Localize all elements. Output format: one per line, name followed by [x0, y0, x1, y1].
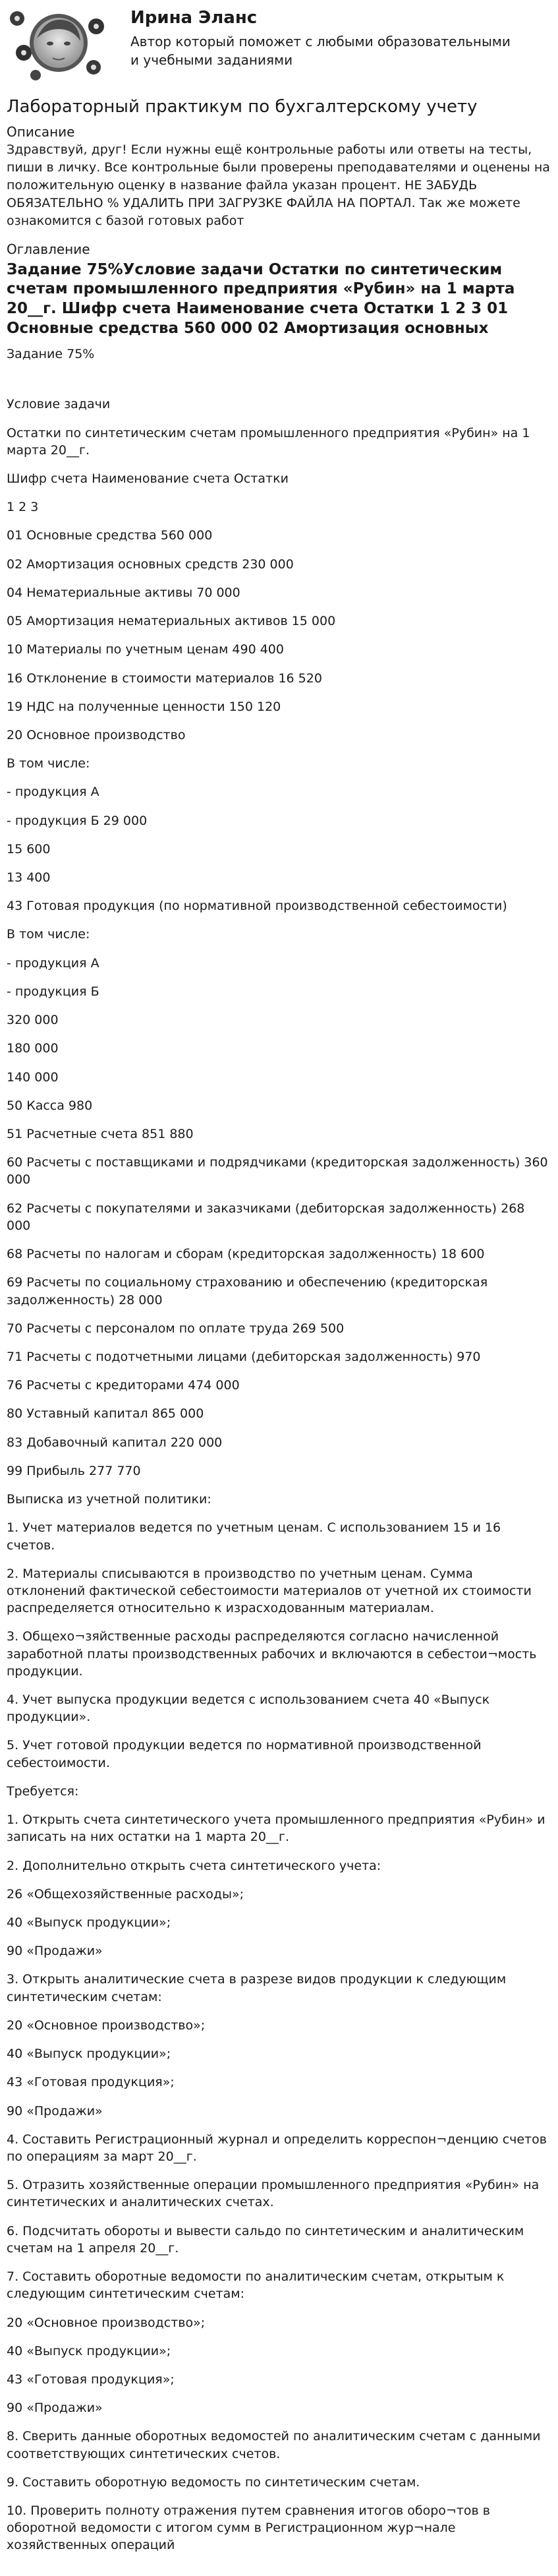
body-line: 6. Подсчитать обороты и вывести сальдо по синтетическим и аналитическим счетам на 1 апреля 20__г. [7, 2223, 524, 2256]
body-line: 4. Учет выпуска продукции ведется с использованием счета 40 «Выпуск продукции». [7, 1692, 490, 1725]
author-block [7, 0, 551, 91]
body-line: 99 Прибыль 277 770 [7, 1463, 141, 1478]
body-line: 68 Расчеты по налогам и сборам (кредиторская задолженность) 18 600 [7, 1247, 485, 1262]
body-line: 43 Готовая продукция (по нормативной производственной себестоимости) [7, 899, 507, 914]
body-line: 2. Материалы списываются в производство по учетным ценам. Сумма отклонений фактической себестоимости материалов от учетной их стоимости распределяется относительно к израсходованным материалам. [7, 1566, 532, 1616]
task-body [7, 396, 551, 2554]
body-line: - продукция Б [7, 984, 99, 999]
body-line: 19 НДС на полученные ценности 150 120 [7, 699, 281, 714]
body-line: 04 Нематериальные активы 70 000 [7, 585, 240, 600]
document-title: Лабораторный практикум по бухгалтерскому учету [7, 97, 478, 117]
body-line: 15 600 [7, 841, 51, 856]
body-line: В том числе: [7, 927, 90, 942]
body-line: 43 «Готовая продукция»; [7, 2075, 175, 2090]
body-line: Условие задачи [7, 397, 111, 412]
body-line: 3. Открыть аналитические счета в разрезе видов продукции к следующим синтетическим счетам: [7, 1972, 507, 2004]
description-text: Здравствуй, друг! Если нужны ещё контрольные работы или ответы на тесты, пиши в личку. Все контрольные были проверены преподавателями и оценены на положительную оценку в название файла указан процент. НЕ ЗАБУДЬ ОБЯЗАТЕЛЬНО % УДАЛИТЬ ПРИ ЗАГРУЗКЕ ФАЙЛА НА ПОРТАЛ. Так же можете ознакомится с базой готовых работ [7, 142, 550, 228]
toc-label: Оглавление [7, 241, 90, 257]
body-line: 5. Учет готовой продукции ведется по нормативной производственной себестоимости. [7, 1738, 482, 1770]
body-line: - продукция А [7, 955, 99, 971]
body-line: 20 «Основное производство»; [7, 2315, 206, 2330]
body-line: 70 Расчеты с персоналом по оплате труда 269 500 [7, 1321, 345, 1336]
body-line: 01 Основные средства 560 000 [7, 528, 213, 543]
body-line: 76 Расчеты с кредиторами 474 000 [7, 1378, 240, 1393]
body-line: 69 Расчеты по социальному страхованию и обеспечению (кредиторская задолженность) 28 000 [7, 1275, 488, 1307]
body-line: 90 «Продажи» [7, 2103, 103, 2118]
body-line: 20 Основное производство [7, 727, 186, 742]
body-line: 90 «Продажи» [7, 1944, 103, 1959]
body-line: Требуется: [7, 1783, 79, 1799]
body-line: 60 Расчеты с поставщиками и подрядчиками (кредиторская задолженность) 360 000 [7, 1155, 548, 1187]
body-line: 62 Расчеты с покупателями и заказчиками (дебиторская задолженность) 268 000 [7, 1201, 525, 1233]
author-about: Автор который поможет с любыми образовательными и учебными заданиями [130, 34, 511, 69]
body-line: 9. Составить оборотную ведомость по синтетическим счетам. [7, 2474, 420, 2490]
body-line: 140 000 [7, 1069, 59, 1085]
body-line: В том числе: [7, 756, 90, 771]
body-line: 50 Касса 980 [7, 1098, 93, 1113]
body-line: 80 Уставный капитал 865 000 [7, 1406, 204, 1422]
body-line: 13 400 [7, 870, 51, 885]
body-line: 10. Проверить полноту отражения путем сравнения итогов оборо¬тов в оборотной ведомости с итогом сумм в Регистрационном жур¬нале хозяйственных операций [7, 2503, 490, 2553]
toc-heading-link[interactable]: Задание 75%Условие задачи Остатки по синтетическим счетам промышленного предприятия «Рубин» на 1 марта 20__г. Шифр счета Наименование счета Остатки 1 2 3 01 Основные средства 560 000 02 Амортизация основных [7, 260, 515, 338]
body-line: 1 2 3 [7, 500, 39, 515]
body-line: - продукция А [7, 785, 99, 800]
body-line: 40 «Выпуск продукции»; [7, 2343, 171, 2358]
body-line: 40 «Выпуск продукции»; [7, 1915, 171, 1930]
author-name[interactable]: Ирина Эланс [130, 8, 258, 28]
body-line: 90 «Продажи» [7, 2401, 103, 2416]
body-line: Выписка из учетной политики: [7, 1492, 211, 1507]
author-avatar[interactable] [9, 7, 108, 82]
body-line: 1. Учет материалов ведется по учетным ценам. С использованием 15 и 16 счетов. [7, 1520, 501, 1553]
body-line: 20 «Основное производство»; [7, 2018, 206, 2033]
body-line: Шифр счета Наименование счета Остатки [7, 471, 289, 486]
body-line: - продукция Б 29 000 [7, 813, 148, 828]
body-line: 05 Амортизация нематериальных активов 15 000 [7, 614, 336, 629]
body-line: 4. Составить Регистрационный журнал и определить корреспон¬денцию счетов по операциям за март 20__г. [7, 2132, 547, 2164]
body-line: 5. Отразить хозяйственные операции промышленного предприятия «Рубин» на синтетических и аналитических счетах. [7, 2178, 540, 2210]
body-line: Остатки по синтетическим счетам промышленного предприятия «Рубин» на 1 марта 20__г. [7, 425, 530, 458]
body-line: 71 Расчеты с подотчетными лицами (дебиторская задолженность) 970 [7, 1349, 481, 1364]
body-line: 83 Добавочный капитал 220 000 [7, 1435, 223, 1450]
body-line: 43 «Готовая продукция»; [7, 2372, 175, 2387]
author-info [130, 7, 513, 69]
body-line: 7. Составить оборотные ведомости по аналитическим счетам, открытым к следующим синтетическим счетам: [7, 2269, 505, 2302]
body-line: 40 «Выпуск продукции»; [7, 2047, 171, 2062]
body-line: 02 Амортизация основных средств 230 000 [7, 556, 294, 572]
body-line: 2. Дополнительно открыть счета синтетического учета: [7, 1858, 381, 1873]
body-line: 16 Отклонение в стоимости материалов 16 520 [7, 671, 322, 686]
description-label: Описание [7, 123, 75, 140]
body-line: 180 000 [7, 1041, 59, 1056]
body-line: 26 «Общехозяйственные расходы»; [7, 1886, 244, 1902]
avatar-illustration [9, 7, 108, 82]
body-line: 51 Расчетные счета 851 880 [7, 1127, 194, 1141]
task-label: Задание 75% [7, 347, 95, 362]
body-line: 320 000 [7, 1013, 59, 1028]
body-line: 10 Материалы по учетным ценам 490 400 [7, 642, 284, 657]
body-line: 8. Сверить данные оборотных ведомостей по аналитическим счетам с данными соответствующих синтетических счетов. [7, 2429, 541, 2461]
body-line: 1. Открыть счета синтетического учета промышленного предприятия «Рубин» и записать на них остатки на 1 марта 20__г. [7, 1812, 545, 1845]
body-line: 3. Общехо¬зяйственные расходы распределяются согласно начисленной заработной платы производственных рабочих и включаются в себестои¬мость продукции. [7, 1629, 537, 1679]
